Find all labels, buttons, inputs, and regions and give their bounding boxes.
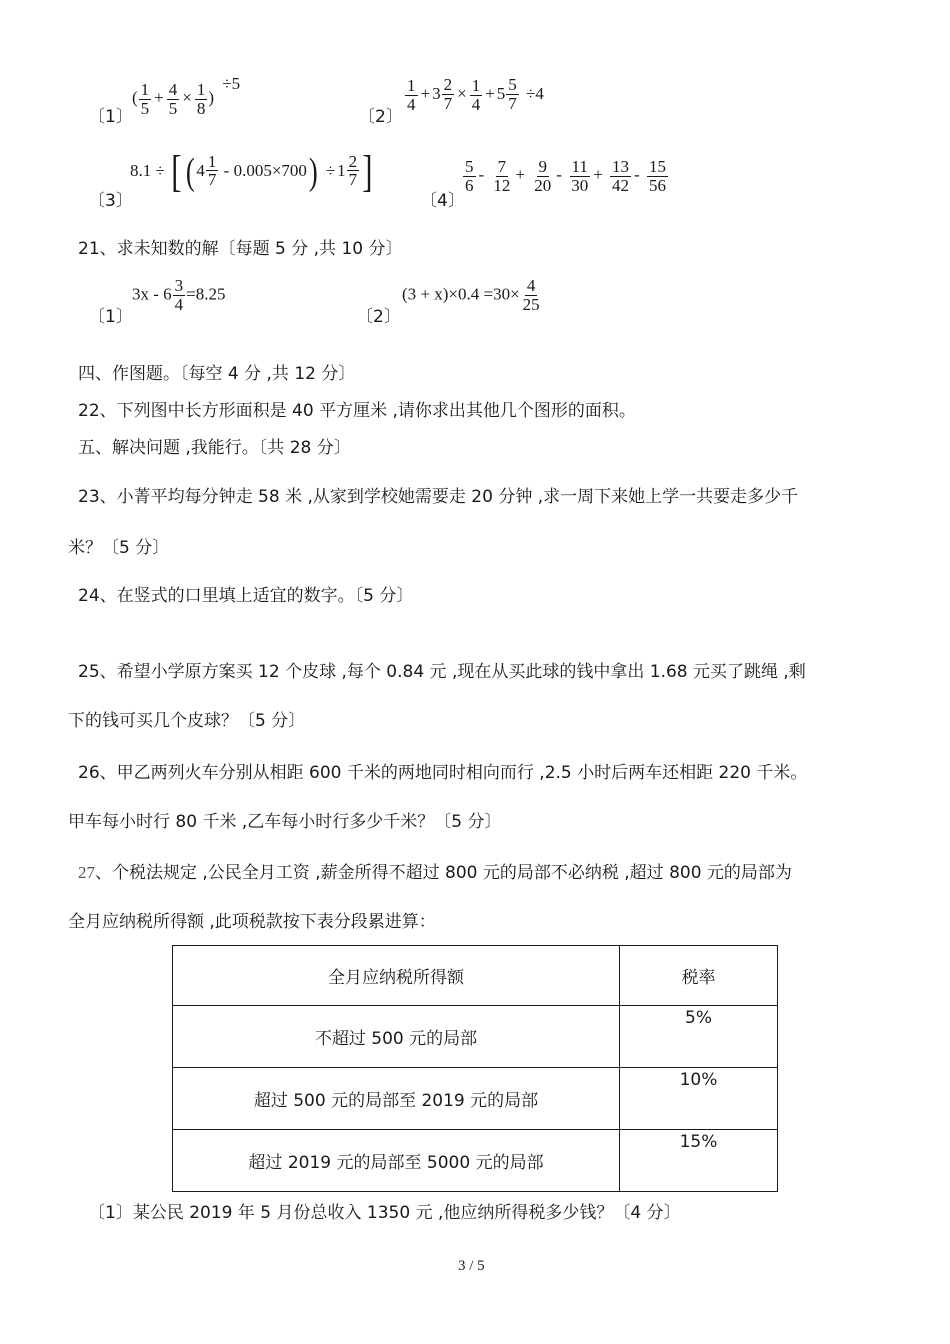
fraction-numerator: 2 xyxy=(443,75,453,94)
fraction-numerator: 4 xyxy=(526,276,536,295)
fraction-denominator: 4 xyxy=(407,94,416,114)
fraction-numerator: 1 xyxy=(196,79,206,99)
fraction-numerator: 5 xyxy=(508,75,517,94)
fraction-denominator: 7 xyxy=(443,93,453,113)
table-header: 全月应纳税所得额 xyxy=(173,946,620,1006)
q27-sub1: 〔1〕某公民 2019 年 5 月份总收入 1350 元 ,他应纳所得税多少钱？〔4 分〕 xyxy=(88,1203,681,1223)
fraction-numerator: 5 xyxy=(465,157,474,176)
fraction-denominator: 6 xyxy=(465,175,474,195)
section-4-heading: 四、作图题。〔每空 4 分 ,共 12 分〕 xyxy=(78,364,356,384)
fraction-numerator: 1 xyxy=(471,76,481,96)
fraction-denominator: 25 xyxy=(522,294,540,314)
tax-rate-table xyxy=(172,945,778,1192)
q21-eq2-lhs: (3 + x)×0.4 =30× xyxy=(402,284,520,304)
q27-number: 27 xyxy=(78,863,95,882)
table-cell: 15% xyxy=(620,1130,778,1192)
fraction-denominator: 7 xyxy=(508,93,517,113)
calc-3-label: 〔3〕 xyxy=(88,191,133,211)
calc-1-label: 〔1〕 xyxy=(88,107,133,127)
q23-line2: 米？〔5 分〕 xyxy=(68,538,170,558)
q26-line2: 甲车每小时行 80 千米 ,乙车每小时行多少千米？〔5 分〕 xyxy=(68,812,502,832)
fraction-numerator: 3 xyxy=(174,276,184,295)
section-5-heading: 五、解决问题 ,我能行。〔共 28 分〕 xyxy=(78,438,351,458)
calc-1-expression: ( $\frac{1}{5}$ + $\frac{4}{5}$ × $\frac{1}{8}$ ) ÷5 xyxy=(132,74,241,118)
fraction-numerator: 1 xyxy=(207,151,217,171)
fraction-numerator: 15 xyxy=(648,157,666,176)
table-row xyxy=(173,1006,778,1068)
fraction-denominator: 12 xyxy=(493,175,511,195)
q25-line1: 25、希望小学原方案买 12 个皮球 ,每个 0.84 元 ,现在从买此球的钱中拿出 1.68 元买了跳绳 ,剩 xyxy=(78,662,806,682)
fraction-denominator: 4 xyxy=(471,94,481,114)
q21-eq1-label: 〔1〕 xyxy=(88,307,133,327)
fraction-denominator: 56 xyxy=(648,175,666,195)
q24-text: 24、在竖式的口里填上适宜的数字。〔5 分〕 xyxy=(78,586,414,606)
fraction-numerator: 4 xyxy=(168,79,178,99)
calc-3-expression: 8.1 ÷ [ ( 4 $\frac{1}{7}$ - 0.005×700) ÷ 1 $\frac{2}{7}$ ] xyxy=(130,147,373,196)
table-cell: 超过 2019 元的局部至 5000 元的局部 xyxy=(173,1130,620,1192)
calc-4-label: 〔4〕 xyxy=(420,191,465,211)
calc-3-lead: 8.1 ÷ xyxy=(130,160,165,180)
fraction-numerator: 1 xyxy=(140,79,150,99)
q27-line2: 全月应纳税所得额 ,此项税款按下表分段累进算： xyxy=(68,912,436,932)
fraction-denominator: 4 xyxy=(174,294,184,314)
whole-number: 4 xyxy=(196,160,205,180)
table-cell: 超过 500 元的局部至 2019 元的局部 xyxy=(173,1068,620,1130)
q21-title: 21、求未知数的解〔每题 5 分 ,共 10 分〕 xyxy=(78,239,403,259)
fraction-numerator: 9 xyxy=(538,157,548,176)
fraction-numerator: 2 xyxy=(348,151,358,171)
q21-eq2 xyxy=(402,277,543,314)
fraction-denominator: 30 xyxy=(571,175,589,195)
fraction-denominator: 7 xyxy=(207,170,217,190)
fraction-numerator: 7 xyxy=(497,157,507,176)
q25-line2: 下的钱可买几个皮球？〔5 分〕 xyxy=(68,711,306,731)
q22-text: 22、下列图中长方形面积是 40 平方厘米 ,请你求出其他几个图形的面积。 xyxy=(78,401,636,421)
table-cell: 不超过 500 元的局部 xyxy=(173,1006,620,1068)
q23-line1: 23、小菁平均每分钟走 58 米 ,从家到学校她需要走 20 分钟 ,求一周下来她上学一共要走多少千 xyxy=(78,487,799,507)
fraction-numerator: 13 xyxy=(612,157,630,176)
fraction-denominator: 7 xyxy=(348,170,358,190)
page-number: 3 / 5 xyxy=(458,1258,485,1274)
table-cell: 5% xyxy=(620,1006,778,1068)
table-header-row xyxy=(173,946,778,1006)
calc-3-middle: - 0.005×700 xyxy=(223,160,307,180)
table-row xyxy=(173,1068,778,1130)
fraction-denominator: 20 xyxy=(534,175,552,195)
calc-1-divisor: ÷5 xyxy=(222,74,241,93)
fraction-numerator: 1 xyxy=(407,76,416,96)
q21-eq1-lhs: 3x - 6 xyxy=(132,284,172,304)
whole-number: 5 xyxy=(496,84,506,104)
q21-eq2-label: 〔2〕 xyxy=(356,307,401,327)
whole-number: 1 xyxy=(337,160,346,180)
calc-2-expression: $\frac{1}{4}$ + 3 $\frac{2}{7}$ × $\frac{1}{4}$ + 5 $\frac{5}{7}$ ÷4 xyxy=(407,75,544,114)
calc-2-label: 〔2〕 xyxy=(358,107,403,127)
table-cell: 10% xyxy=(620,1068,778,1130)
fraction-denominator: 5 xyxy=(140,98,150,118)
fraction-denominator: 42 xyxy=(612,175,630,195)
q21-eq1-rhs: =8.25 xyxy=(186,284,226,304)
fraction-denominator: 5 xyxy=(168,98,178,118)
q27-line1: 27、个税法规定 ,公民全月工资 ,薪金所得不超过 800 元的局部不必纳税 ,超过 800 元的局部为 xyxy=(78,863,792,883)
calc-2-divisor: ÷4 xyxy=(526,84,544,104)
q21-eq1 xyxy=(132,277,226,314)
fraction-denominator: 8 xyxy=(196,98,206,118)
calc-4-expression: $\frac{5}{6}$ - $\frac{7}{12}$ + $\frac{9}{20}$ - $\frac{11}{30}$ + $\frac{13}{42}$ - $\frac{15}{56}$ xyxy=(465,157,666,195)
table-row xyxy=(173,1130,778,1192)
fraction-numerator: 11 xyxy=(571,157,588,176)
table-header: 税率 xyxy=(620,946,778,1006)
whole-number: 3 xyxy=(432,84,441,104)
q26-line1: 26、甲乙两列火车分别从相距 600 千米的两地同时相向而行 ,2.5 小时后两车还相距 220 千米。 xyxy=(78,763,808,783)
